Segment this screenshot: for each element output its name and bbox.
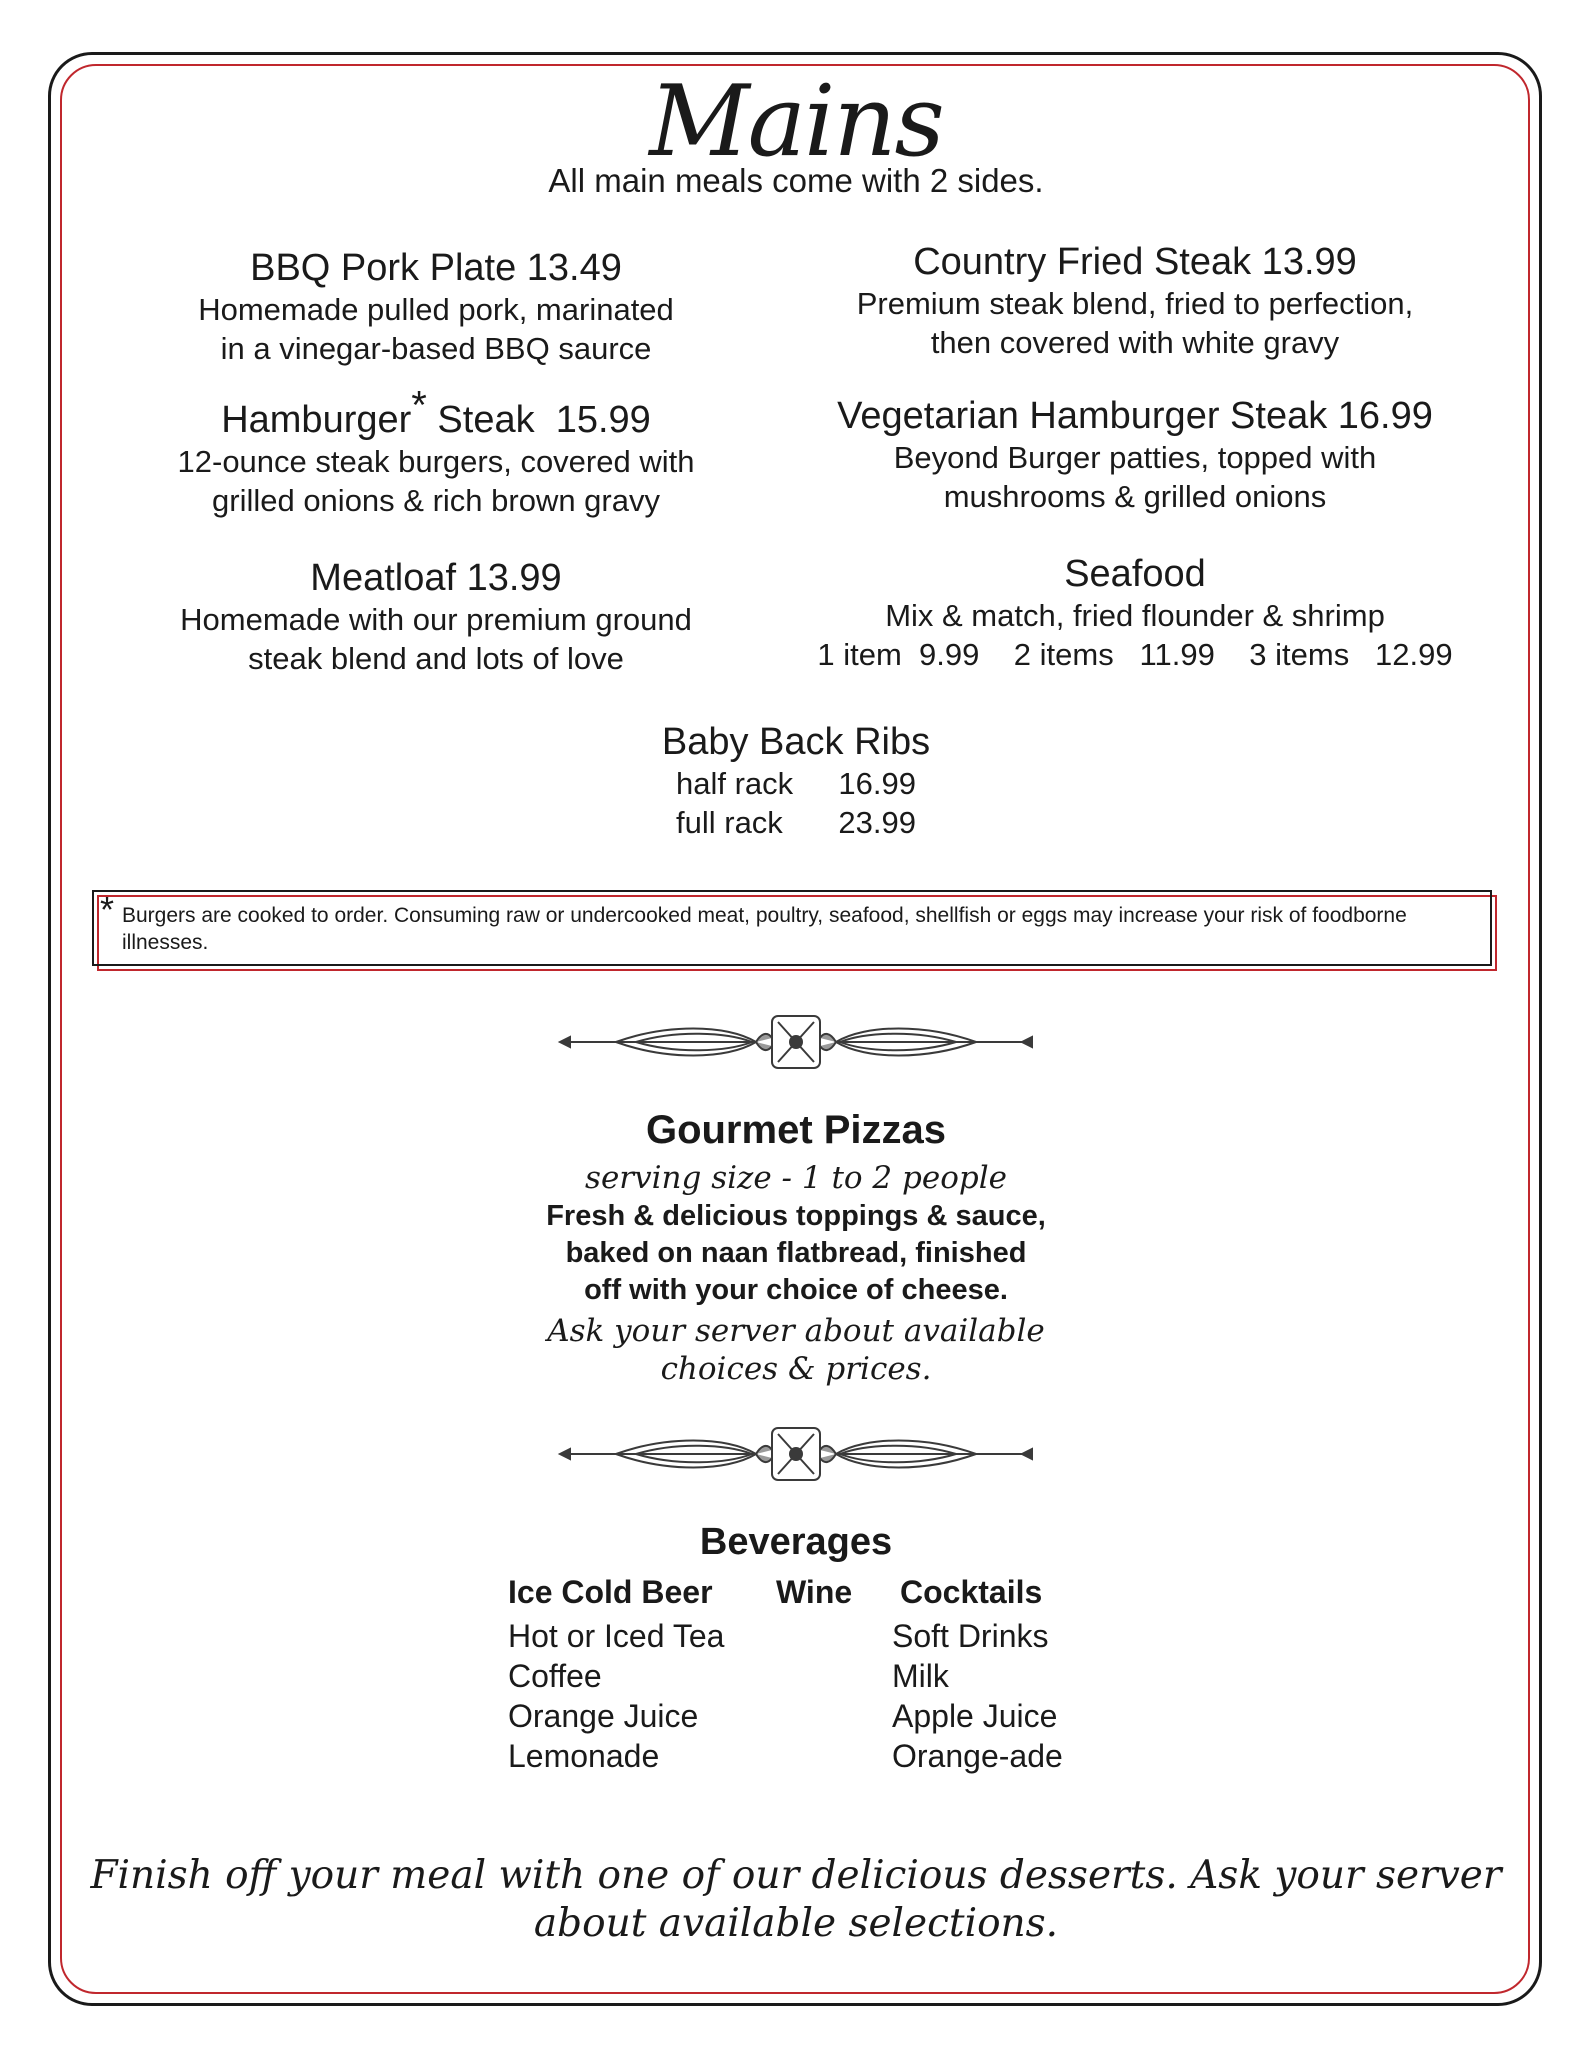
list-item: Soft Drinks bbox=[892, 1618, 1049, 1654]
item-name: Seafood bbox=[1064, 553, 1206, 595]
menu-item-country-fried-steak bbox=[760, 240, 1510, 362]
list-item: Coffee bbox=[508, 1658, 602, 1694]
item-desc: Beyond Burger patties, topped with bbox=[893, 440, 1377, 475]
item-desc: Homemade with our premium ground bbox=[180, 602, 692, 637]
item-desc: Mix & match, fried flounder & shrimp bbox=[885, 598, 1385, 633]
item-desc: in a vinegar-based BBQ saurce bbox=[220, 331, 652, 366]
beverages-section-title: Beverages bbox=[699, 1521, 893, 1563]
menu-item-seafood bbox=[760, 552, 1510, 674]
list-item: Orange-ade bbox=[892, 1738, 1063, 1774]
ribs-price: 23.99 bbox=[838, 805, 916, 840]
ribs-row-full bbox=[0, 803, 1592, 842]
item-name: Vegetarian Hamburger Steak 16.99 bbox=[837, 395, 1433, 437]
item-name: Baby Back Ribs bbox=[661, 721, 931, 763]
beverage-list-left bbox=[508, 1616, 724, 1776]
item-desc: then covered with white gravy bbox=[930, 325, 1340, 360]
pizza-ask-server bbox=[0, 1312, 1592, 1388]
item-desc: 12-ounce steak burgers, covered with bbox=[177, 444, 695, 479]
list-item: Orange Juice bbox=[508, 1698, 699, 1734]
item-desc: Premium steak blend, fried to perfection, bbox=[856, 286, 1414, 321]
asterisk-marker: * bbox=[411, 383, 427, 428]
item-name-part: Hamburger bbox=[221, 399, 412, 441]
item-desc: mushrooms & grilled onions bbox=[943, 479, 1327, 514]
list-item: Hot or Iced Tea bbox=[508, 1618, 725, 1654]
ribs-row-half bbox=[0, 764, 1592, 803]
pizza-description bbox=[0, 1198, 1592, 1309]
item-desc: Homemade pulled pork, marinated bbox=[198, 292, 674, 327]
item-name-part: Steak 15.99 bbox=[426, 399, 651, 441]
page-subtitle: All main meals come with 2 sides. bbox=[548, 162, 1044, 199]
menu-item-bbq-pork bbox=[96, 246, 776, 368]
page-title: Mains bbox=[649, 65, 943, 179]
menu-item-hamburger-steak bbox=[96, 383, 776, 520]
pizza-serving-size: serving size - 1 to 2 people bbox=[585, 1160, 1007, 1196]
pizza-section-title: Gourmet Pizzas bbox=[645, 1108, 947, 1152]
list-item: Apple Juice bbox=[892, 1698, 1058, 1734]
dessert-footer bbox=[0, 1852, 1592, 1948]
beverage-heading: Cocktails bbox=[900, 1574, 1043, 1610]
pizza-desc-line: Fresh & delicious toppings & sauce, bbox=[546, 1200, 1046, 1232]
item-name: Meatloaf 13.99 bbox=[310, 557, 562, 599]
flourish-divider-icon bbox=[556, 1010, 1036, 1074]
pizza-desc-line: off with your choice of cheese. bbox=[584, 1274, 1008, 1306]
notice-asterisk: * bbox=[100, 889, 115, 930]
item-name: BBQ Pork Plate 13.49 bbox=[250, 247, 622, 289]
menu-item-baby-back-ribs bbox=[0, 720, 1592, 842]
pizza-desc-line: baked on naan flatbread, finished bbox=[565, 1237, 1027, 1269]
menu-item-meatloaf bbox=[96, 556, 776, 678]
pizza-ask-line: Ask your server about available bbox=[547, 1313, 1045, 1349]
item-name: Country Fried Steak 13.99 bbox=[913, 241, 1357, 283]
flourish-divider-icon bbox=[556, 1422, 1036, 1486]
pizza-ask-line: choices & prices. bbox=[660, 1351, 932, 1387]
beverage-list-right bbox=[892, 1616, 1063, 1776]
beverage-heading: Ice Cold Beer bbox=[508, 1574, 713, 1610]
ribs-label: half rack bbox=[676, 766, 794, 801]
item-desc: steak blend and lots of love bbox=[248, 641, 624, 676]
ribs-label: full rack bbox=[676, 805, 783, 840]
ribs-price: 16.99 bbox=[838, 766, 916, 801]
list-item: Lemonade bbox=[508, 1738, 660, 1774]
footer-line: Finish off your meal with one of our delicious desserts. Ask your server bbox=[90, 1853, 1502, 1898]
footer-line: about available selections. bbox=[533, 1901, 1059, 1946]
item-name bbox=[96, 383, 776, 442]
beverage-heading: Wine bbox=[776, 1574, 853, 1610]
item-desc: 1 item 9.99 2 items 11.99 3 items 12.99 bbox=[817, 637, 1453, 672]
menu-item-vegetarian-steak bbox=[760, 394, 1510, 516]
item-desc: grilled onions & rich brown gravy bbox=[212, 483, 660, 518]
list-item: Milk bbox=[892, 1658, 949, 1694]
notice-text: Burgers are cooked to order. Consuming raw or undercooked meat, poultry, seafood, shellfish or eggs may increase your risk of foodborne illnesses. bbox=[122, 904, 1407, 954]
